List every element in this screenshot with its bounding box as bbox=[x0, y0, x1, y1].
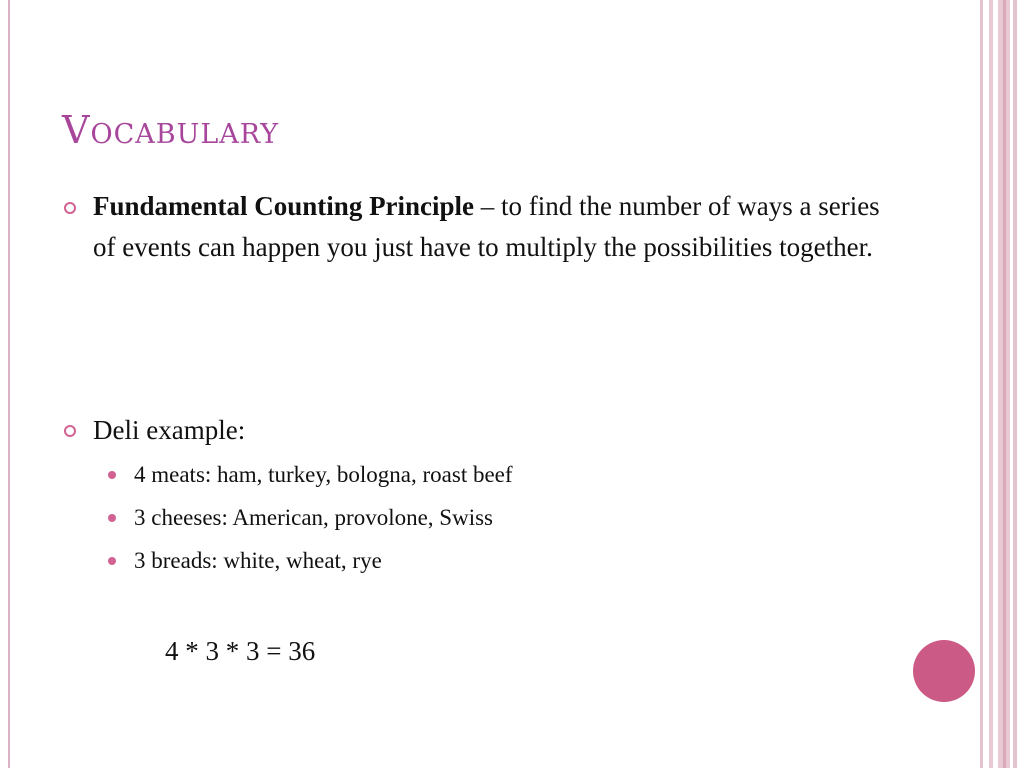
bullet-ring-icon bbox=[64, 425, 76, 437]
right-stripe bbox=[980, 0, 983, 768]
list-item bbox=[106, 453, 513, 496]
list-item-text: 3 cheeses: American, provolone, Swiss bbox=[134, 505, 493, 530]
bullet-dot-icon bbox=[108, 514, 116, 522]
term-definition: – to find the number of ways a series of events can happen you just have to multiply the possibilities together. bbox=[93, 191, 880, 262]
example-list bbox=[106, 453, 513, 582]
equation: 4 * 3 * 3 = 36 bbox=[165, 636, 316, 666]
list-item bbox=[106, 539, 513, 582]
bullet-ring-icon bbox=[64, 202, 76, 214]
bullet-definition bbox=[93, 186, 893, 268]
vocabulary-term: Fundamental Counting Principle bbox=[93, 191, 475, 221]
slide-title: Vocabulary bbox=[62, 108, 280, 152]
list-item bbox=[106, 496, 513, 539]
right-stripe bbox=[993, 0, 998, 768]
bullet-example-heading: Deli example: bbox=[93, 415, 246, 445]
right-stripe bbox=[1013, 0, 1017, 768]
list-item-text: 3 breads: white, wheat, rye bbox=[134, 548, 382, 573]
list-item-text: 4 meats: ham, turkey, bologna, roast beef bbox=[134, 462, 513, 487]
decorative-circle bbox=[913, 640, 975, 702]
bullet-dot-icon bbox=[108, 557, 116, 565]
bullet-dot-icon bbox=[108, 471, 116, 479]
left-border-line bbox=[8, 0, 10, 768]
right-stripe bbox=[1003, 0, 1006, 768]
